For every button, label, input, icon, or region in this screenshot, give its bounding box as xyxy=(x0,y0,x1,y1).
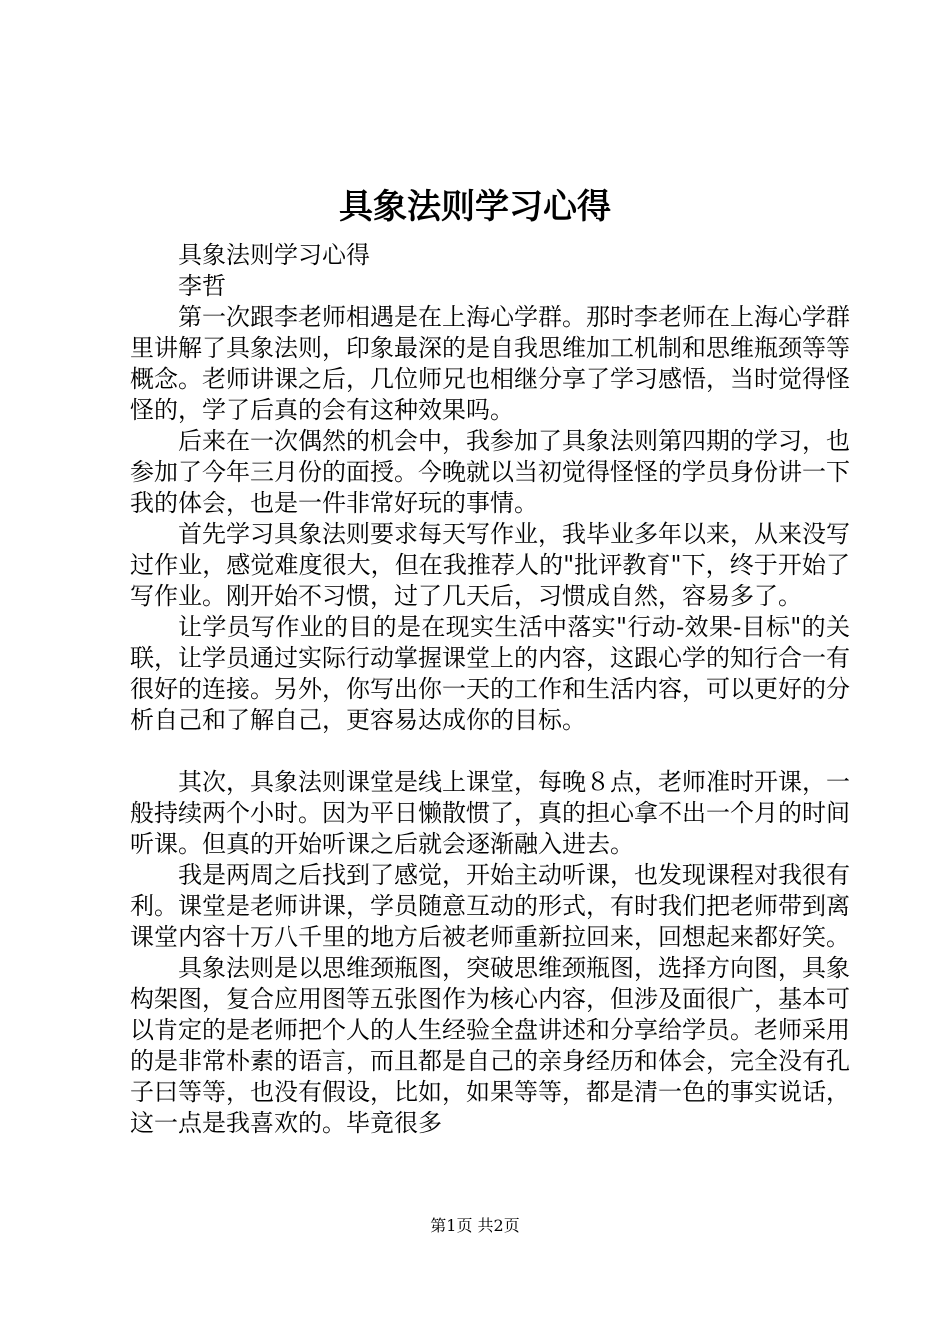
document-title: 具象法则学习心得 xyxy=(339,187,611,227)
subtitle-paragraph: 具象法则学习心得 xyxy=(178,241,370,269)
body-paragraph: 具象法则是以思维颈瓶图，突破思维颈瓶图，选择方向图，具象构架图，复合应用图等五张图作为核心内容，但涉及面很广，基本可以肯定的是老师把个人的人生经验全盘讲述和分享给学员。老师采用的是非常朴素的语言，而且都是自己的亲身经历和体会，完全没有孔子曰等等，也没有假设，比如，如果等等，都是清一色的事实说话，这一点是我喜欢的。毕竟很多 xyxy=(130,954,850,1137)
body-paragraph: 我是两周之后找到了感觉，开始主动听课，也发现课程对我很有利。课堂是老师讲课，学员随意互动的形式，有时我们把老师带到离课堂内容十万八千里的地方后被老师重新拉回来，回想起来都好笑。 xyxy=(130,861,850,951)
body-paragraph: 第一次跟李老师相遇是在上海心学群。那时李老师在上海心学群里讲解了具象法则，印象最深的是自我思维加工机制和思维瓶颈等等概念。老师讲课之后，几位师兄也相继分享了学习感悟，当时觉得怪怪的，学了后真的会有这种效果吗。 xyxy=(130,303,850,424)
author-paragraph: 李哲 xyxy=(178,272,226,300)
page-footer: 第1页 共2页 xyxy=(430,1216,520,1235)
body-paragraph: 后来在一次偶然的机会中，我参加了具象法则第四期的学习，也参加了今年三月份的面授。今晚就以当初觉得怪怪的学员身份讲一下我的体会，也是一件非常好玩的事情。 xyxy=(130,427,850,517)
body-paragraph: 其次，具象法则课堂是线上课堂，每晚８点，老师准时开课，一般持续两个小时。因为平日懒散惯了，真的担心拿不出一个月的时间听课。但真的开始听课之后就会逐渐融入进去。 xyxy=(130,768,850,858)
body-paragraph: 首先学习具象法则要求每天写作业，我毕业多年以来，从来没写过作业，感觉难度很大，但在我推荐人的"批评教育"下，终于开始了写作业。刚开始不习惯，过了几天后，习惯成自然，容易多了。 xyxy=(130,520,850,610)
body-paragraph: 让学员写作业的目的是在现实生活中落实"行动-效果-目标"的关联，让学员通过实际行动掌握课堂上的内容，这跟心学的知行合一有很好的连接。另外，你写出你一天的工作和生活内容，可以更好的分析自己和了解自己，更容易达成你的目标。 xyxy=(130,613,850,734)
document-body xyxy=(130,240,850,1139)
